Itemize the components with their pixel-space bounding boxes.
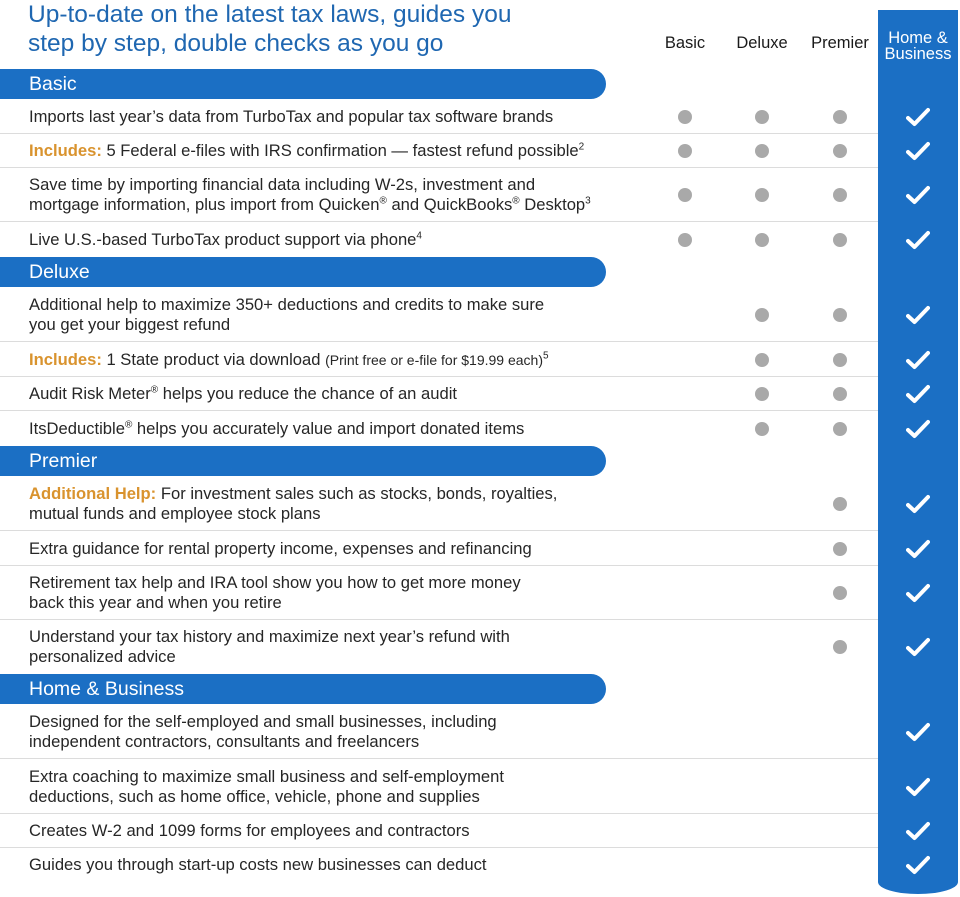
gray-dot-icon	[833, 497, 847, 511]
headline-line-2: step by step, double checks as you go	[28, 30, 444, 57]
feature-row	[0, 759, 878, 814]
gray-dot-icon	[833, 542, 847, 556]
section-label: Home & Business	[29, 678, 184, 700]
checkmark-icon	[906, 107, 930, 127]
feature-text: Additional help to maximize 350+ deductions and credits to make sure you get your biggest refund	[29, 294, 545, 334]
gray-dot-icon	[678, 233, 692, 247]
checkmark-icon	[906, 384, 930, 404]
gray-dot-icon	[833, 110, 847, 124]
feature-text: Guides you through start-up costs new businesses can deduct	[29, 855, 487, 874]
checkmark-icon	[906, 777, 930, 797]
gray-dot-icon	[833, 308, 847, 322]
feature-text: Designed for the self-employed and small businesses, including independent contractors, consultants and freelancers	[29, 711, 497, 751]
feature-text: Understand your tax history and maximize next year’s refund with personalized advice	[29, 627, 510, 666]
feature-row	[0, 531, 878, 566]
gray-dot-icon	[755, 144, 769, 158]
column-header-home-business: Home & Business	[884, 29, 952, 63]
gray-dot-icon	[678, 188, 692, 202]
feature-text: Extra guidance for rental property income, expenses and refinancing	[29, 538, 532, 558]
feature-text: ItsDeductible® helps you accurately value and import donated items	[29, 418, 525, 438]
section-bar-basic	[0, 69, 606, 99]
section-label: Basic	[29, 73, 77, 95]
feature-row	[0, 168, 878, 222]
column-header-basic: Basic	[664, 34, 706, 52]
feature-row	[0, 848, 878, 882]
feature-row	[0, 377, 878, 411]
section-bar-premier	[0, 446, 606, 476]
section-bar-deluxe	[0, 257, 606, 287]
feature-text: Includes: 1 State product via download (Print free or e-file for $19.99 each)$^5$	[29, 349, 549, 369]
gray-dot-icon	[678, 110, 692, 124]
checkmark-icon	[906, 539, 930, 559]
feature-row	[0, 99, 878, 134]
section-bar-home-business	[0, 674, 606, 704]
gray-dot-icon	[755, 233, 769, 247]
feature-row	[0, 620, 878, 674]
gray-dot-icon	[833, 640, 847, 654]
feature-text: Retirement tax help and IRA tool show you how to get more money back this year and when you retire	[29, 573, 521, 612]
checkmark-icon	[906, 185, 930, 205]
checkmark-icon	[906, 821, 930, 841]
feature-row	[0, 134, 878, 168]
gray-dot-icon	[833, 188, 847, 202]
feature-row	[0, 704, 878, 759]
feature-text: Live U.S.-based TurboTax product support via phone$^4$	[29, 229, 422, 249]
feature-text: Extra coaching to maximize small business and self-employment deductions, such as home office, vehicle, phone and supplies	[29, 766, 504, 806]
checkmark-icon	[906, 722, 930, 742]
checkmark-icon	[906, 637, 930, 657]
feature-row	[0, 411, 878, 446]
gray-dot-icon	[755, 422, 769, 436]
feature-text: Audit Risk Meter® helps you reduce the chance of an audit	[29, 384, 458, 403]
feature-row	[0, 814, 878, 848]
checkmark-icon	[906, 583, 930, 603]
gray-dot-icon	[755, 387, 769, 401]
checkmark-icon	[906, 419, 930, 439]
gray-dot-icon	[833, 144, 847, 158]
page-headline	[28, 0, 511, 58]
headline-line-1: Up-to-date on the latest tax laws, guides you	[28, 1, 512, 28]
column-header-premier: Premier	[811, 34, 869, 52]
checkmark-icon	[906, 350, 930, 370]
checkmark-icon	[906, 141, 930, 161]
feature-row	[0, 342, 878, 377]
feature-row	[0, 287, 878, 342]
gray-dot-icon	[678, 144, 692, 158]
gray-dot-icon	[755, 188, 769, 202]
checkmark-icon	[906, 305, 930, 325]
feature-text: Save time by importing financial data including W-2s, investment and mortgage information, plus import from Quicken® and QuickBooks® Desktop$^3$	[29, 175, 591, 214]
feature-text: Creates W-2 and 1099 forms for employees and contractors	[29, 821, 470, 840]
section-label: Deluxe	[29, 261, 90, 283]
checkmark-icon	[906, 494, 930, 514]
column-header-deluxe: Deluxe	[736, 34, 788, 52]
gray-dot-icon	[755, 110, 769, 124]
feature-row	[0, 476, 878, 531]
gray-dot-icon	[833, 233, 847, 247]
feature-row	[0, 222, 878, 257]
gray-dot-icon	[833, 387, 847, 401]
section-label: Premier	[29, 450, 98, 472]
feature-text: Includes: 5 Federal e-files with IRS confirmation — fastest refund possible$^2$	[29, 141, 585, 160]
gray-dot-icon	[833, 586, 847, 600]
gray-dot-icon	[833, 353, 847, 367]
checkmark-icon	[906, 230, 930, 250]
gray-dot-icon	[755, 353, 769, 367]
checkmark-icon	[906, 855, 930, 875]
gray-dot-icon	[755, 308, 769, 322]
gray-dot-icon	[833, 422, 847, 436]
feature-text: Imports last year’s data from TurboTax and popular tax software brands	[29, 106, 554, 126]
feature-text: Additional Help: For investment sales such as stocks, bonds, royalties, mutual funds and employee stock plans	[29, 483, 558, 523]
feature-row	[0, 566, 878, 620]
